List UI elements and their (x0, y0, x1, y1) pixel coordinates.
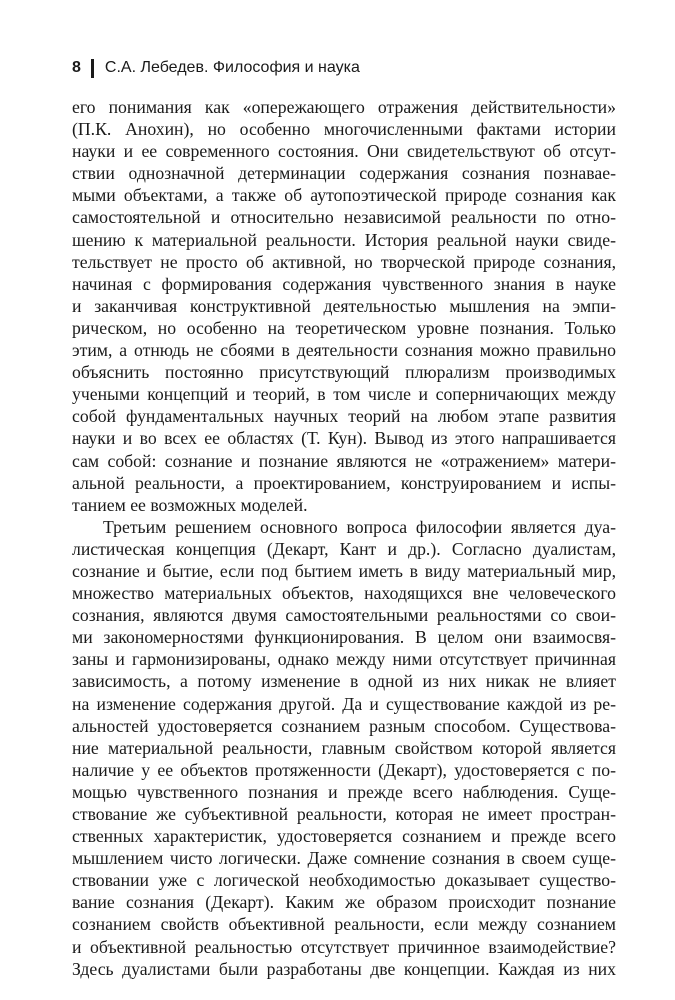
text-line: шению к материальной реальности. История реальной науки свиде- (72, 229, 616, 250)
header-separator (91, 59, 94, 78)
body-text (72, 96, 616, 980)
text-line: альной реальности, а проектированием, конструированием и испы- (72, 472, 616, 493)
text-line: ние материальной реальности, главным свойством которой является (72, 737, 616, 758)
text-line: этим, а отнюдь не сбоями в деятельности сознания можно правильно (72, 340, 616, 361)
text-line: мыми объектами, а также об аутопоэтической природе сознания как (72, 185, 616, 206)
text-line: вание сознания (Декарт). Каким же образом происходит познание (72, 892, 616, 913)
text-line: ми закономерностями функционирования. В целом они взаимосвя- (72, 627, 616, 648)
text-line: ствование же субъективной реальности, которая не имеет простран- (72, 804, 616, 824)
page-number: 8 (72, 59, 81, 76)
text-line: листическая концепция (Декарт, Кант и др.). Согласно дуалистам, (72, 538, 616, 559)
text-line: сам собой: сознание и познание являются не «отражением» матери- (72, 450, 616, 471)
text-line: наличие у ее объектов протяженности (Декарт), удостоверяется с по- (72, 759, 616, 780)
text-line: ствовании уже с логической необходимостью доказывает существо- (72, 870, 616, 891)
text-line: учеными концепций и теорий, в том числе и соперничающих между (72, 384, 616, 405)
text-line: собой фундаментальных научных теорий на любом этапе развития (72, 406, 616, 427)
text-line: альностей удостоверяется сознанием разным способом. Существова- (72, 715, 616, 736)
text-line: ственных характеристик, удостоверяется сознанием и прежде всего (72, 826, 616, 847)
text-line: ствии однозначной детерминации содержания сознания познавае- (72, 163, 616, 184)
running-title: С.А. Лебедев. Философия и наука (104, 59, 360, 76)
text-line: и заканчивая конструктивной деятельностью мышления на эмпи- (72, 295, 616, 316)
text-line: науки и ее современного состояния. Они свидетельствуют об отсут- (72, 141, 616, 162)
text-line: мышлением чисто логически. Даже сомнение сознания в своем суще- (72, 848, 616, 869)
text-line: зависимость, а потому изменение в одной из них никак не влияет (72, 671, 616, 692)
text-line: науки и во всех ее областях (Т. Кун). Вывод из этого напрашивается (72, 428, 616, 449)
text-line: заны и гармонизированы, однако между ними отсутствует причинная (72, 649, 616, 670)
text-line: на изменение содержания другой. Да и существование каждой из ре- (72, 693, 616, 714)
running-header (72, 56, 360, 80)
text-line: множество материальных объектов, находящихся вне человеческого (72, 583, 616, 604)
text-line: начиная с формирования содержания чувственного знания в науке (72, 273, 616, 294)
text-line: (П.К. Анохин), но особенно многочисленными фактами истории (72, 119, 616, 140)
text-line: и объективной реальностью отсутствует причинное взаимодействие? (72, 936, 616, 957)
text-line: танием ее возможных моделей. (72, 494, 308, 515)
text-line: Третьим решением основного вопроса философии является дуа- (103, 516, 616, 537)
text-line: сознанием свойств объективной реальности, если между сознанием (72, 914, 616, 935)
text-line: тельствует не просто об активной, но творческой природе сознания, (72, 251, 616, 272)
text-line: рическом, но особенно на теоретическом уровне познания. Только (72, 317, 616, 338)
text-line: Здесь дуалистами были разработаны две концепции. Каждая из них (72, 958, 616, 979)
text-line: объяснить постоянно присутствующий плюрализм производимых (72, 362, 616, 383)
text-line: самостоятельной и относительно независимой реальности по отно- (72, 207, 616, 228)
text-line: мощью чувственного познания и прежде всего наблюдения. Суще- (72, 781, 616, 802)
text-line: сознания, являются двумя самостоятельными реальностями со свои- (72, 605, 616, 626)
text-line: сознание и бытие, если под бытием иметь в виду материальный мир, (72, 560, 616, 581)
text-line: его понимания как «опережающего отражения действительности» (72, 97, 616, 117)
